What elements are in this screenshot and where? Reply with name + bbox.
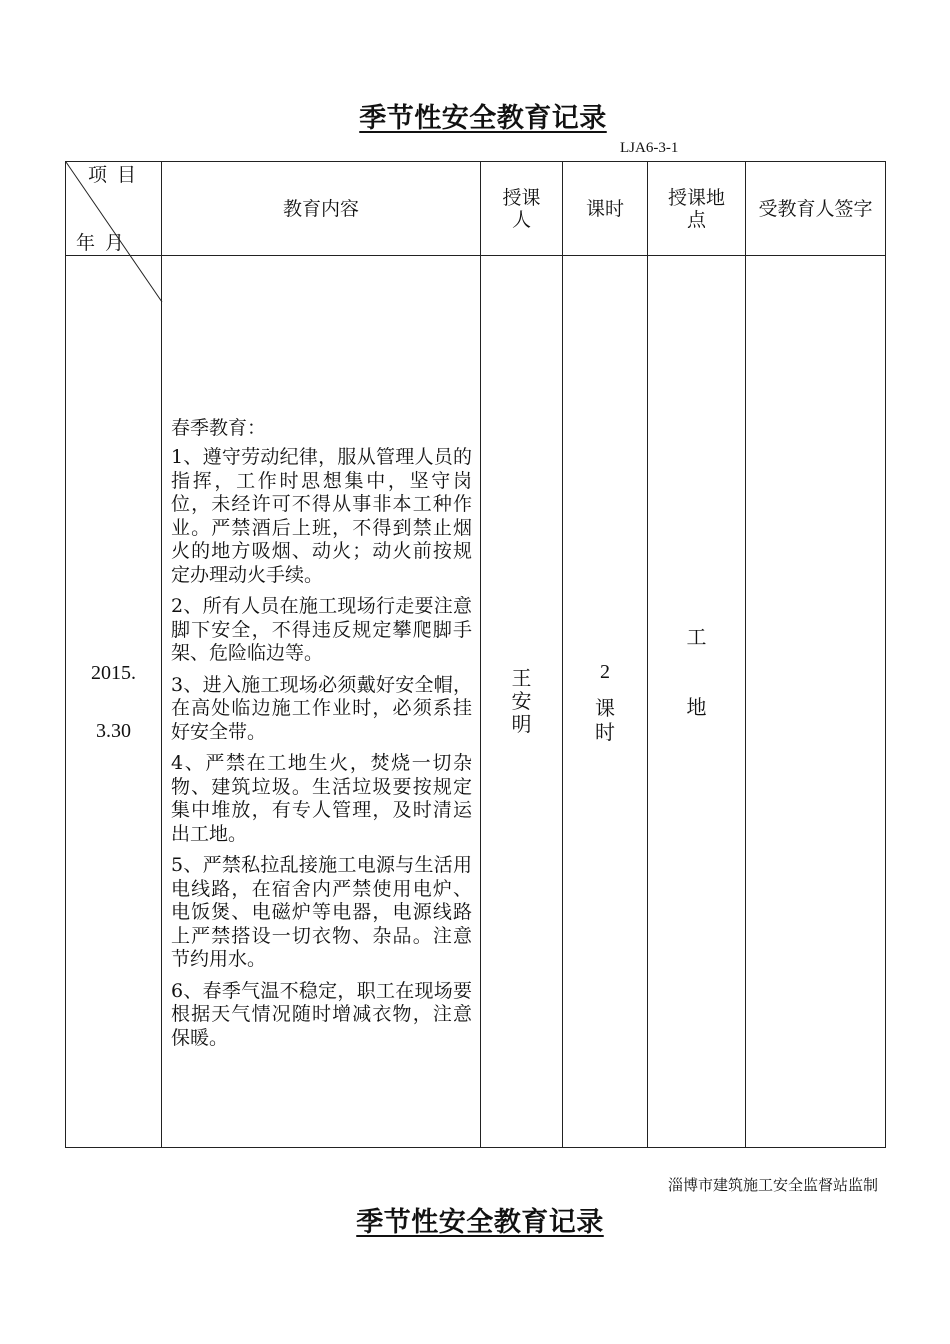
table-header-row [66,162,886,256]
place-char-2: 地 [686,694,707,719]
content-item: 2、所有人员在施工现场行走要注意脚下安全，不得违反规定攀爬脚手架、危险临边等。 [171,595,472,665]
page-title: 季节性安全教育记录 [359,103,607,134]
signature-cell [746,256,886,1148]
next-page-title: 季节性安全教育记录 [356,1207,604,1238]
content-item: 6、春季气温不稳定，职工在现场要根据天气情况随时增减衣物，注意保暖。 [171,979,472,1049]
form-code: LJA6-3-1 [620,140,679,156]
header-content: 教育内容 [162,162,481,256]
date-line-1: 2015. [91,661,136,684]
content-cell [162,256,481,1148]
content-item: 3、进入施工现场必须戴好安全帽，在高处临边施工作业时，必须系挂好安全带。 [171,673,472,743]
teacher-name: 王安明 [511,666,532,736]
footer-note: 淄博市建筑施工安全监督站监制 [667,1176,878,1194]
place-char-1: 工 [686,624,707,649]
date-line-2: 3.30 [96,719,131,742]
header-hours: 课时 [563,162,648,256]
teacher-cell [481,256,563,1148]
date-cell [66,256,162,1148]
diagonal-header-cell [66,162,162,256]
header-item-label: 项 目 [88,164,139,186]
header-place: 授课地点 [648,162,746,256]
header-teacher: 授课人 [481,162,563,256]
hours-cell [563,256,648,1148]
hours-value: 2 [600,660,610,683]
header-signature: 受教育人签字 [746,162,886,256]
header-date-label: 年 月 [76,232,127,254]
content-item: 4、严禁在工地生火，焚烧一切杂物、建筑垃圾。生活垃圾要按规定集中堆放，有专人管理，及时清运出工地。 [171,752,472,845]
content-heading: 春季教育： [171,416,267,439]
place-cell [648,256,746,1148]
content-item: 1、遵守劳动纪律，服从管理人员的指挥，工作时思想集中，坚守岗位，未经许可不得从事非本工种作业。严禁酒后上班，不得到禁止烟火的地方吸烟、动火；动火前按规定办理动火手续。 [171,446,472,586]
table-row [66,256,886,1148]
content-item: 5、严禁私拉乱接施工电源与生活用电线路，在宿舍内严禁使用电炉、电饭煲、电磁炉等电器，电源线路上严禁搭设一切衣物、杂品。注意节约用水。 [171,854,472,971]
hours-unit: 课时 [595,695,615,744]
education-record-table [65,161,886,1148]
